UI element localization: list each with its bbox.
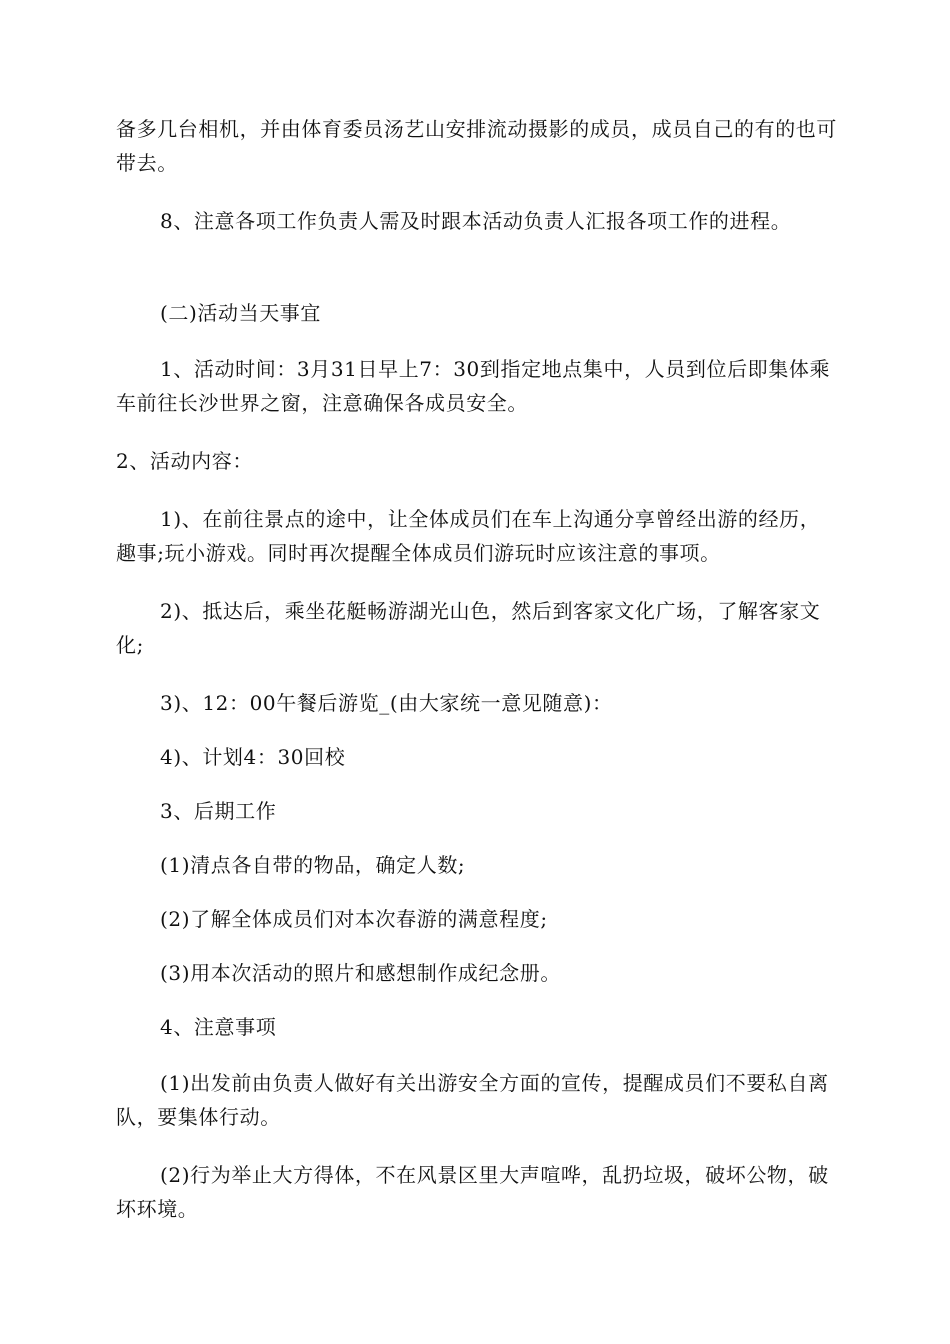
paragraph-content-3: 3)、12：00午餐后游览_(由大家统一意见随意)：: [160, 691, 613, 715]
paragraph-camera-note: 备多几台相机，并由体育委员汤艺山安排流动摄影的成员，成员自己的有的也可带去。: [116, 117, 837, 175]
paragraph-precaution-2: (2)行为举止大方得体，不在风景区里大声喧哗，乱扔垃圾，破坏公物，破坏环境。: [116, 1163, 829, 1221]
paragraph-content-4: 4)、计划4：30回校: [160, 745, 346, 769]
heading-precautions: 4、注意事项: [160, 1015, 277, 1039]
section-heading-activity-day: (二)活动当天事宜: [160, 301, 322, 325]
heading-followup-work: 3、后期工作: [160, 799, 277, 823]
paragraph-followup-2: (2)了解全体成员们对本次春游的满意程度;: [160, 907, 548, 931]
paragraph-followup-1: (1)清点各自带的物品，确定人数;: [160, 853, 466, 877]
paragraph-followup-3: (3)用本次活动的照片和感想制作成纪念册。: [160, 961, 561, 985]
paragraph-precaution-1: (1)出发前由负责人做好有关出游安全方面的宣传，提醒成员们不要私自离队，要集体行动。: [116, 1071, 829, 1129]
paragraph-content-1: 1)、在前往景点的途中，让全体成员们在车上沟通分享曾经出游的经历，趣事;玩小游戏。同时再次提醒全体成员们游玩时应该注意的事项。: [116, 507, 821, 565]
paragraph-content-2: 2)、抵达后，乘坐花艇畅游湖光山色，然后到客家文化广场，了解客家文化;: [116, 599, 821, 657]
paragraph-item-8: 8、注意各项工作负责人需及时跟本活动负责人汇报各项工作的进程。: [160, 209, 792, 233]
paragraph-activity-time: 1、活动时间：3月31日早上7：30到指定地点集中，人员到位后即集体乘车前往长沙世界之窗，注意确保各成员安全。: [116, 357, 831, 415]
heading-activity-content: 2、活动内容：: [116, 449, 253, 473]
